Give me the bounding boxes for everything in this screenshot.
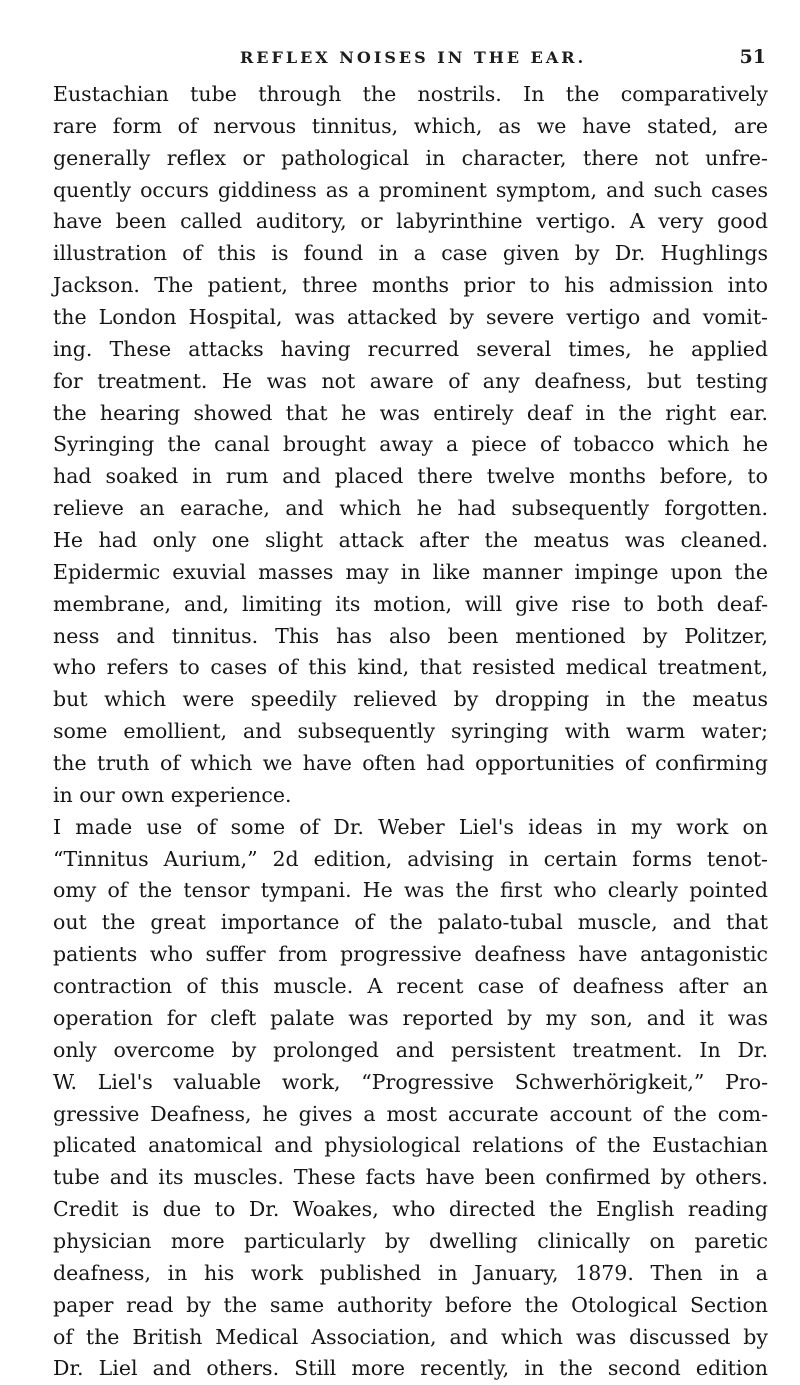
text-line: Dr. Liel and others. Still more recently, in the second edition bbox=[53, 1356, 768, 1381]
text-line: operation for cleft palate was reported by my son, and it was bbox=[53, 1005, 768, 1030]
text-line: but which were speedily relieved by dropping in the meatus bbox=[53, 687, 768, 712]
text-line: “Tinnitus Aurium,” 2d edition, advising in certain forms tenot- bbox=[53, 846, 768, 871]
text-line: rare form of nervous tinnitus, which, as we have stated, are bbox=[53, 113, 768, 138]
text-line: contraction of this muscle. A recent case of deafness after an bbox=[53, 974, 768, 999]
text-line: for treatment. He was not aware of any deafness, but testing bbox=[53, 368, 768, 393]
text-line: He had only one slight attack after the meatus was cleaned. bbox=[53, 528, 768, 553]
text-line: had soaked in rum and placed there twelve months before, to bbox=[53, 464, 768, 489]
text-line: Epidermic exuvial masses may in like manner impinge upon the bbox=[53, 559, 768, 584]
text-line: in our own experience. bbox=[53, 782, 292, 807]
text-line: Jackson. The patient, three months prior to his admission into bbox=[53, 273, 768, 298]
text-line: physician more particularly by dwelling clinically on paretic bbox=[53, 1228, 768, 1253]
text-line: relieve an earache, and which he had subsequently forgotten. bbox=[53, 496, 768, 521]
text-line: gressive Deafness, he gives a most accurate account of the com- bbox=[53, 1101, 768, 1126]
text-line: patients who suffer from progressive deafness have antagonistic bbox=[53, 942, 768, 967]
text-line: ness and tinnitus. This has also been mentioned by Politzer, bbox=[53, 623, 768, 648]
text-line: I made use of some of Dr. Weber Liel's ideas in my work on bbox=[53, 814, 768, 839]
page-number: 51 bbox=[739, 46, 766, 68]
text-line: W. Liel's valuable work, “Progressive Schwerhörigkeit,” Pro- bbox=[53, 1069, 768, 1094]
text-line: the truth of which we have often had opportunities of confirming bbox=[53, 751, 768, 776]
body-text bbox=[53, 79, 768, 1385]
text-line: quently occurs giddiness as a prominent symptom, and such cases bbox=[53, 177, 768, 202]
text-line: the hearing showed that he was entirely deaf in the right ear. bbox=[53, 400, 768, 425]
text-line: ing. These attacks having recurred several times, he applied bbox=[53, 336, 768, 361]
text-line: paper read by the same authority before the Otological Section bbox=[53, 1292, 768, 1317]
text-line: membrane, and, limiting its motion, will give rise to both deaf- bbox=[53, 591, 768, 616]
text-line: tube and its muscles. These facts have been confirmed by others. bbox=[53, 1165, 768, 1190]
text-line: generally reflex or pathological in character, there not unfre- bbox=[53, 145, 768, 170]
text-line: Credit is due to Dr. Woakes, who directed the English reading bbox=[53, 1197, 768, 1222]
text-line: of the British Medical Association, and which was discussed by bbox=[53, 1324, 768, 1349]
text-line: only overcome by prolonged and persistent treatment. In Dr. bbox=[53, 1037, 768, 1062]
text-line: have been called auditory, or labyrinthine vertigo. A very good bbox=[53, 209, 768, 234]
text-line: Eustachian tube through the nostrils. In the comparatively bbox=[53, 82, 768, 106]
text-line: illustration of this is found in a case given by Dr. Hughlings bbox=[53, 241, 768, 266]
text-line: plicated anatomical and physiological relations of the Eustachian bbox=[53, 1133, 768, 1158]
text-line: deafness, in his work published in January, 1879. Then in a bbox=[53, 1260, 768, 1285]
text-line: Syringing the canal brought away a piece of tobacco which he bbox=[53, 432, 768, 457]
text-line: some emollient, and subsequently syringing with warm water; bbox=[53, 719, 768, 744]
running-title: REFLEX NOISES IN THE EAR. bbox=[240, 48, 587, 67]
text-line: out the great importance of the palato-tubal muscle, and that bbox=[53, 910, 768, 935]
text-line: omy of the tensor tympani. He was the first who clearly pointed bbox=[53, 878, 768, 903]
text-line: the London Hospital, was attacked by severe vertigo and vomit- bbox=[53, 305, 768, 330]
text-line: who refers to cases of this kind, that resisted medical treatment, bbox=[53, 655, 768, 680]
